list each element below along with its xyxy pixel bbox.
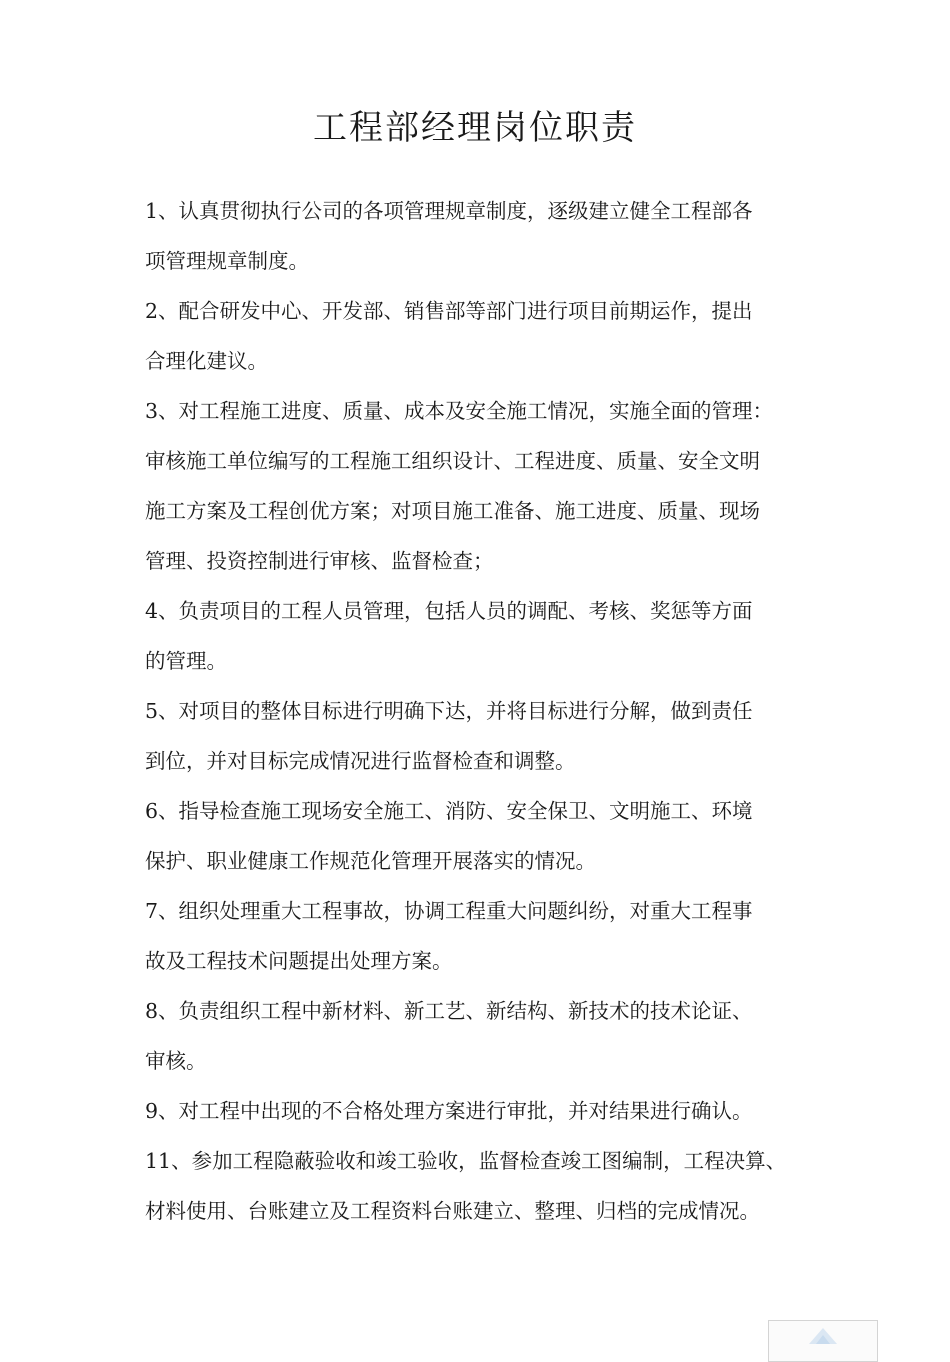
duty-line: 2、配合研发中心、开发部、销售部等部门进行项目前期运作，提出	[145, 299, 753, 323]
duty-line: 合理化建议。	[145, 349, 268, 373]
watermark-logo-icon	[805, 1324, 841, 1346]
duty-line: 施工方案及工程创优方案；对项目施工准备、施工进度、质量、现场	[145, 499, 760, 523]
duty-line: 4、负责项目的工程人员管理，包括人员的调配、考核、奖惩等方面	[145, 599, 753, 623]
watermark-badge	[768, 1320, 878, 1362]
duty-line: 的管理。	[145, 649, 227, 673]
duty-line: 5、对项目的整体目标进行明确下达，并将目标进行分解，做到责任	[145, 699, 753, 723]
duty-line: 材料使用、台账建立及工程资料台账建立、整理、归档的完成情况。	[145, 1199, 760, 1223]
duty-line: 3、对工程施工进度、质量、成本及安全施工情况，实施全面的管理：	[145, 399, 774, 423]
duty-line: 6、指导检查施工现场安全施工、消防、安全保卫、文明施工、环境	[145, 799, 753, 823]
duty-line: 保护、职业健康工作规范化管理开展落实的情况。	[145, 849, 596, 873]
duty-line: 项管理规章制度。	[145, 249, 309, 273]
duty-line: 7、组织处理重大工程事故，协调工程重大问题纠纷，对重大工程事	[145, 899, 753, 923]
duty-list	[145, 186, 810, 1236]
duty-line: 到位，并对目标完成情况进行监督检查和调整。	[145, 749, 576, 773]
duty-line: 故及工程技术问题提出处理方案。	[145, 949, 453, 973]
duty-line: 管理、投资控制进行审核、监督检查；	[145, 549, 494, 573]
duty-line: 11、参加工程隐蔽验收和竣工验收，监督检查竣工图编制，工程决算、	[145, 1149, 787, 1173]
duty-line: 审核。	[145, 1049, 207, 1073]
duty-line: 9、对工程中出现的不合格处理方案进行审批，并对结果进行确认。	[145, 1099, 753, 1123]
duty-line: 8、负责组织工程中新材料、新工艺、新结构、新技术的技术论证、	[145, 999, 753, 1023]
duty-line: 1、认真贯彻执行公司的各项管理规章制度，逐级建立健全工程部各	[145, 199, 753, 223]
page-title: 工程部经理岗位职责	[313, 108, 637, 148]
duty-line: 审核施工单位编写的工程施工组织设计、工程进度、质量、安全文明	[145, 449, 760, 473]
